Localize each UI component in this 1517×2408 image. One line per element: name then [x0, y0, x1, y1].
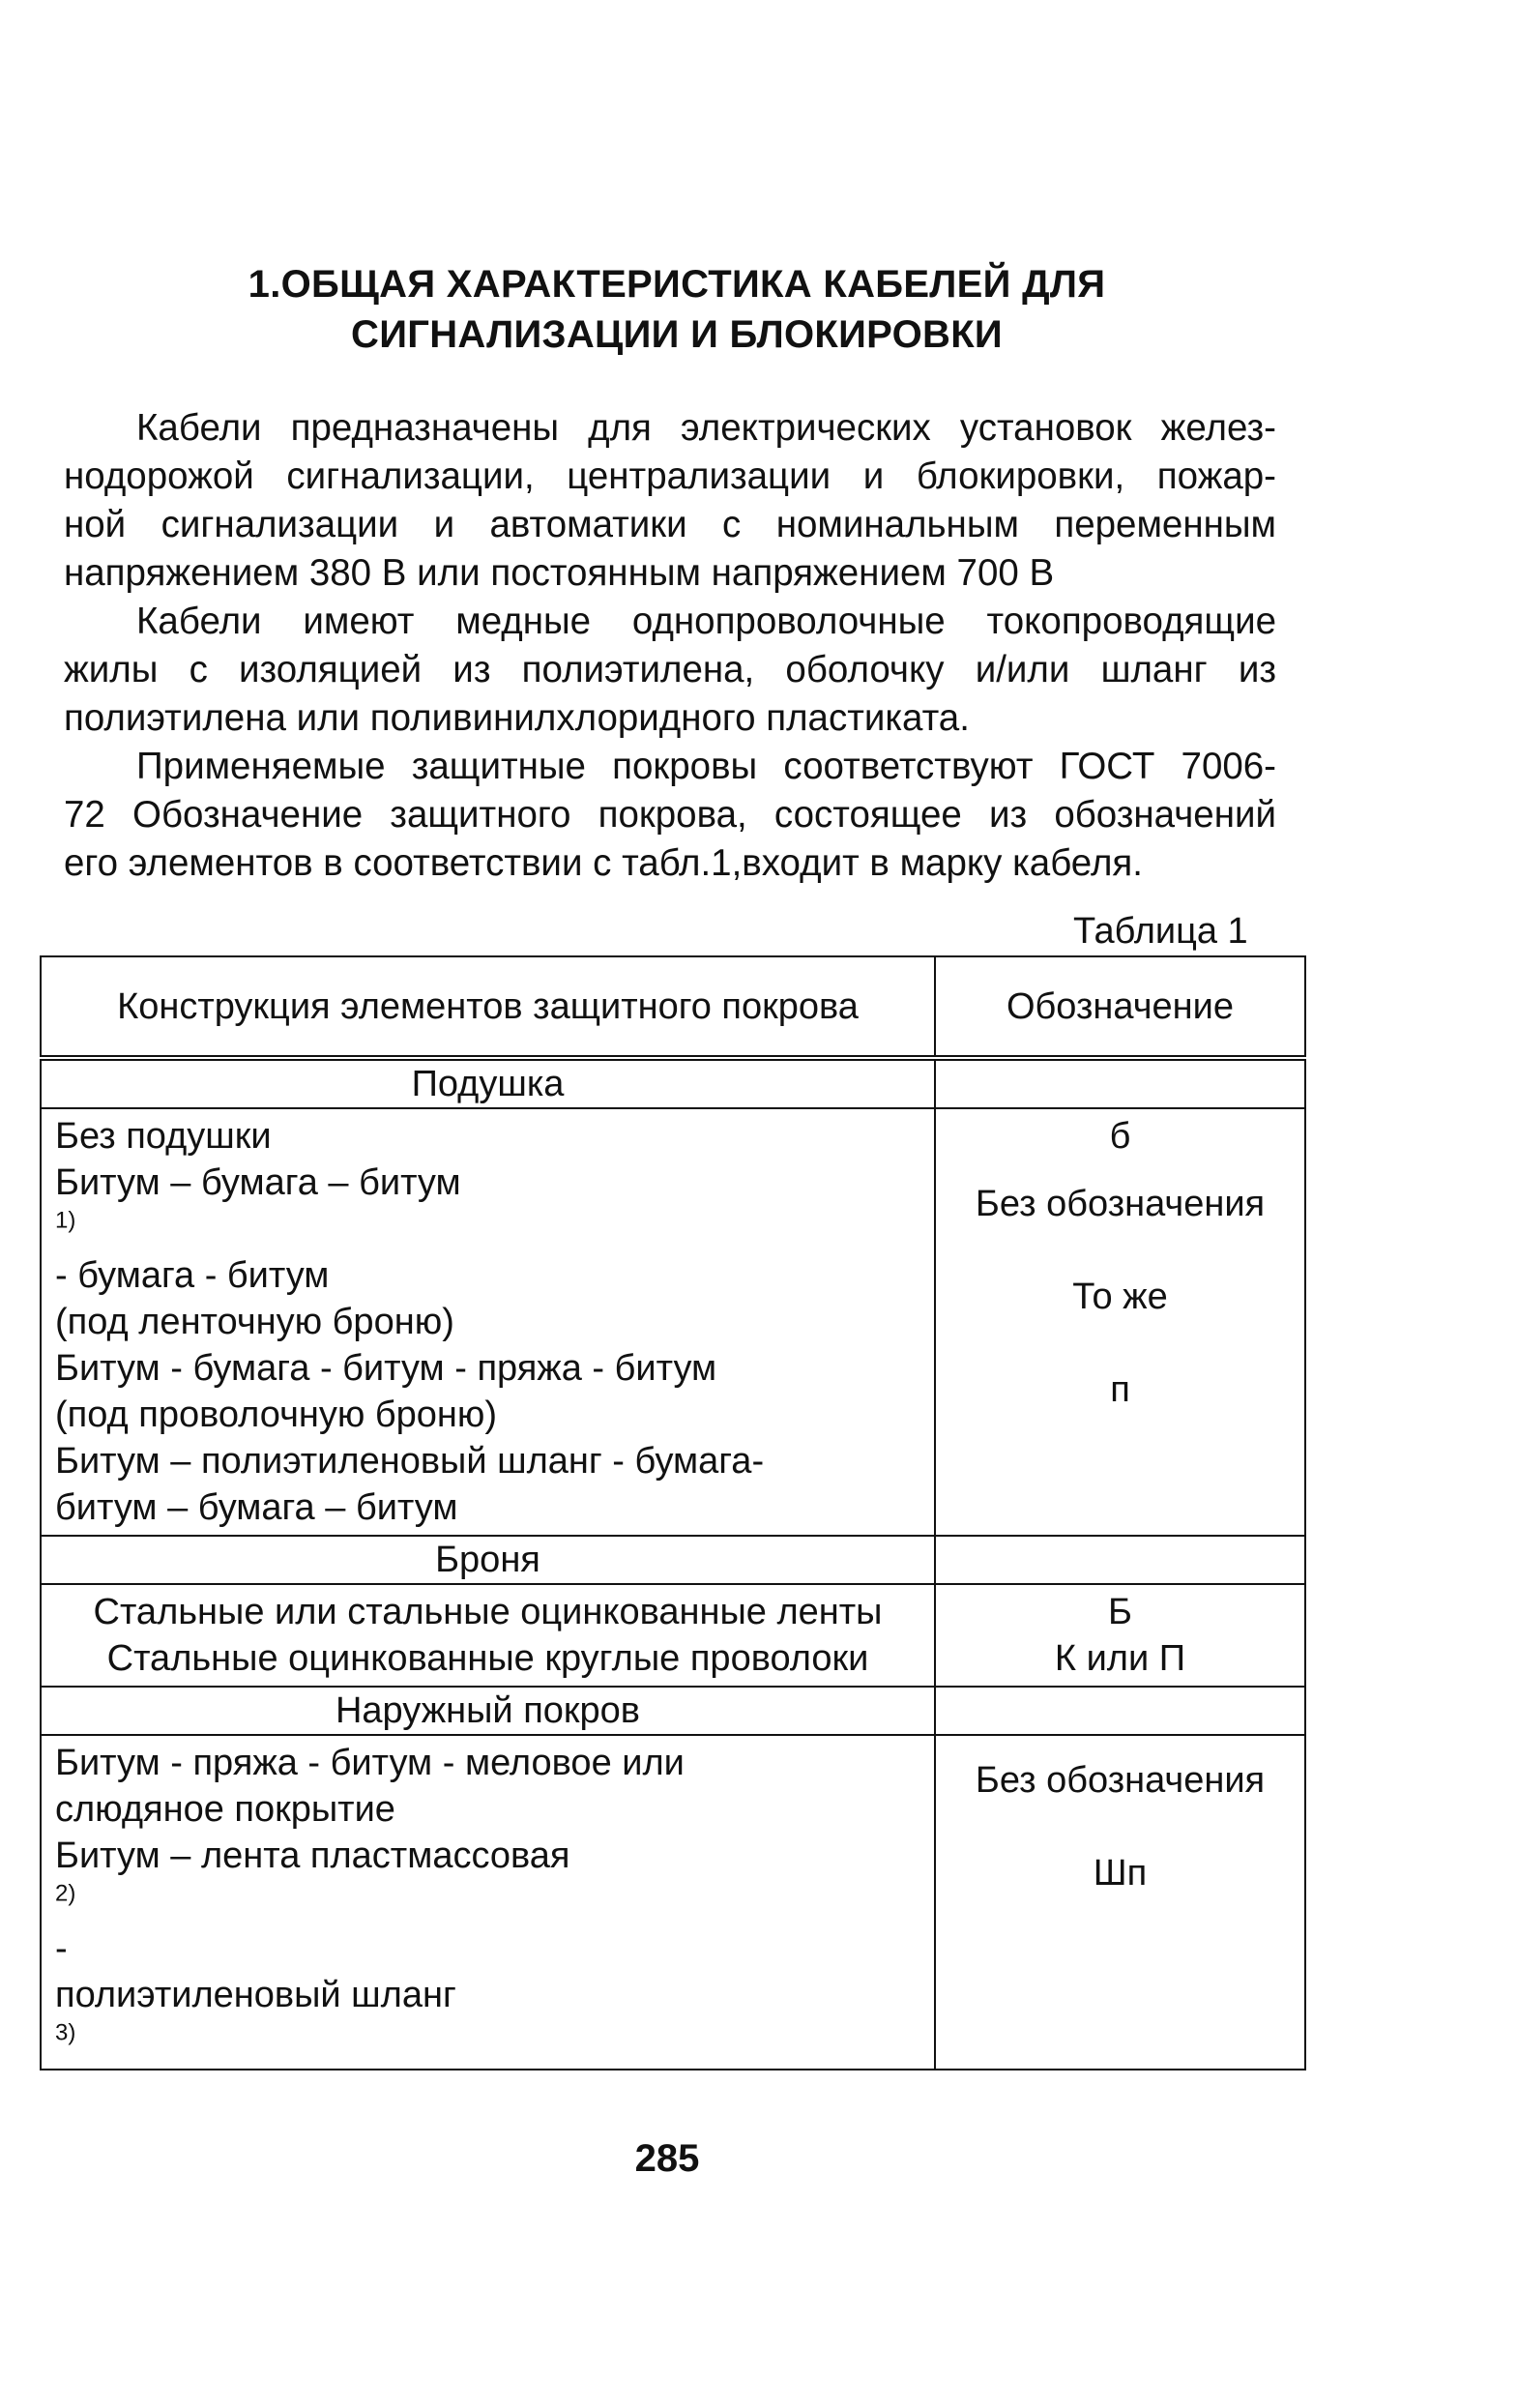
- construction-text: (под проволочную броню): [55, 1395, 498, 1435]
- designation-cell: [935, 1108, 1305, 1536]
- section-row-cushion: [41, 1058, 1305, 1108]
- paragraph-line: напряжением 380 В или постоянным напряжением 700 В: [64, 552, 1055, 594]
- paragraph-3: [64, 743, 1276, 888]
- section-heading: [145, 259, 1209, 360]
- construction-text: слюдяное покрытие: [55, 1789, 395, 1830]
- designation-text: б: [1109, 1116, 1131, 1157]
- table-row: [41, 1584, 1305, 1687]
- paragraph-line: жилы с изоляцией из полиэтилена, оболочку и/или шланг из: [64, 649, 1276, 690]
- paragraph-line: Кабели предназначены для электрических установок желез-: [136, 407, 1276, 449]
- construction-text: Битум – бумага – битум $^{1)}$ - бумага - битум: [55, 1162, 461, 1296]
- construction-text: Битум – полиэтиленовый шланг - бумага-: [55, 1441, 765, 1482]
- designation-text: п: [1110, 1369, 1130, 1410]
- table-row: [41, 1735, 1305, 2070]
- construction-text: Битум – лента пластмассовая $^{2)}$ -: [55, 1835, 570, 1969]
- section-row-armor: [41, 1536, 1305, 1584]
- construction-text: битум – бумага – битум: [55, 1487, 458, 1528]
- designation-text: Без обозначения: [975, 1760, 1266, 1801]
- header-construction: Конструкция элементов защитного покрова: [41, 956, 935, 1058]
- heading-line-1: 1.ОБЩАЯ ХАРАКТЕРИСТИКА КАБЕЛЕЙ ДЛЯ: [248, 263, 1106, 306]
- section-title: Наружный покров: [41, 1687, 935, 1735]
- empty-cell: [935, 1058, 1305, 1108]
- paragraph-1: [64, 404, 1276, 598]
- paragraph-line: 72 Обозначение защитного покрова, состоящее из обозначений: [64, 794, 1276, 836]
- construction-cell: [41, 1584, 935, 1687]
- paragraph-line: его элементов в соответствии с табл.1,входит в марку кабеля.: [64, 842, 1143, 884]
- paragraph-line: ной сигнализации и автоматики с номинальным переменным: [64, 504, 1276, 545]
- table-caption: Таблица 1: [1073, 911, 1248, 952]
- construction-text: (под ленточную броню): [55, 1302, 454, 1342]
- designation-cell: [935, 1735, 1305, 2070]
- construction-text: полиэтиленовый шланг $^{3)}$: [55, 1975, 456, 2046]
- designation-text: Без обозначения: [975, 1184, 1266, 1224]
- construction-text: Без подушки: [55, 1116, 272, 1157]
- paragraph-line: полиэтилена или поливинилхлоридного пластиката.: [64, 697, 970, 739]
- table-row: [41, 1108, 1305, 1536]
- construction-text: Стальные оцинкованные круглые проволоки: [106, 1638, 869, 1679]
- section-row-outer: [41, 1687, 1305, 1735]
- construction-text: Стальные или стальные оцинкованные ленты: [93, 1592, 883, 1632]
- empty-cell: [935, 1687, 1305, 1735]
- header-designation: Обозначение: [935, 956, 1305, 1058]
- designation-text: То же: [1072, 1277, 1168, 1317]
- heading-line-2: СИГНАЛИЗАЦИИ И БЛОКИРОВКИ: [351, 313, 1003, 356]
- section-title: Броня: [41, 1536, 935, 1584]
- page-number: 285: [634, 2137, 700, 2180]
- designation-text: К или П: [1054, 1638, 1186, 1679]
- construction-text: Битум - бумага - битум - пряжа - битум: [55, 1348, 717, 1389]
- protective-cover-table: [40, 955, 1306, 2070]
- paragraph-2: [64, 598, 1276, 743]
- paragraph-line: Кабели имеют медные однопроволочные токопроводящие: [136, 601, 1276, 642]
- table-container: [40, 955, 1304, 2070]
- paragraph-line: Применяемые защитные покровы соответствуют ГОСТ 7006-: [136, 746, 1276, 787]
- section-title: Подушка: [41, 1058, 935, 1108]
- designation-cell: [935, 1584, 1305, 1687]
- paragraph-line: нодорожой сигнализации, централизации и блокировки, пожар-: [64, 455, 1276, 497]
- empty-cell: [935, 1536, 1305, 1584]
- construction-cell: [41, 1735, 935, 2070]
- table-header-row: [41, 956, 1305, 1058]
- designation-text: Шп: [1093, 1853, 1148, 1894]
- designation-text: Б: [1108, 1592, 1132, 1632]
- construction-text: Битум - пряжа - битум - меловое или: [55, 1743, 685, 1783]
- construction-cell: [41, 1108, 935, 1536]
